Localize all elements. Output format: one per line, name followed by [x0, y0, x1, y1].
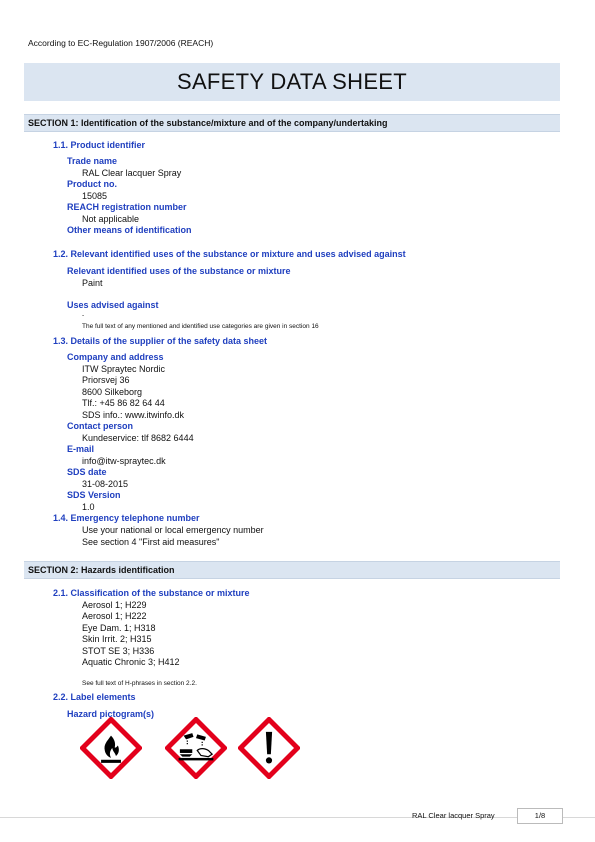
company-label: Company and address [67, 352, 164, 362]
product-no-label: Product no. [67, 179, 117, 189]
advised-against-value: - [82, 312, 85, 319]
subsection-1-1-heading: 1.1. Product identifier [53, 140, 146, 150]
sds-date-value: 31-08-2015 [82, 479, 129, 489]
uses-value: Paint [82, 278, 103, 288]
trade-name-label: Trade name [67, 156, 118, 166]
flame-icon [80, 717, 142, 779]
email-value: info@itw-spraytec.dk [82, 456, 166, 466]
email-label: E-mail [67, 444, 95, 454]
company-line: Tlf.: +45 86 82 64 44 [82, 398, 165, 408]
exclamation-mark-icon [238, 717, 300, 779]
section-1-bar [24, 114, 560, 132]
contact-value: Kundeservice: tlf 8682 6444 [82, 433, 194, 443]
emergency-line: Use your national or local emergency number [82, 525, 264, 535]
company-line: 8600 Silkeborg [82, 387, 143, 397]
title-bar [24, 63, 560, 101]
regulation-note: According to EC-Regulation 1907/2006 (REACH) [28, 38, 214, 48]
subsection-1-4-heading: 1.4. Emergency telephone number [53, 513, 200, 523]
use-categories-note: The full text of any mentioned and identified use categories are given in section 16 [82, 323, 319, 330]
section-2-bar [24, 561, 560, 579]
sds-version-value: 1.0 [82, 502, 95, 512]
sds-date-label: SDS date [67, 467, 107, 477]
footer-product-name: RAL Clear lacquer Spray [412, 811, 495, 820]
section-2-heading: SECTION 2: Hazards identification [28, 565, 175, 575]
emergency-see-section: See section 4 "First aid measures" [82, 537, 220, 547]
company-line: SDS info.: www.itwinfo.dk [82, 410, 185, 420]
contact-label: Contact person [67, 421, 134, 431]
subsection-1-2-heading: 1.2. Relevant identified uses of the substance or mixture and uses advised against [53, 249, 406, 259]
classification-item: Skin Irrit. 2; H315 [82, 634, 152, 644]
classification-item: Aquatic Chronic 3; H412 [82, 657, 180, 667]
trade-name-value: RAL Clear lacquer Spray [82, 168, 182, 178]
footer-page-number: 1/8 [517, 808, 563, 824]
company-line: Priorsvej 36 [82, 375, 130, 385]
sds-version-label: SDS Version [67, 490, 121, 500]
classification-item: Aerosol 1; H229 [82, 600, 147, 610]
classification-item: Eye Dam. 1; H318 [82, 623, 156, 633]
advised-against-label: Uses advised against [67, 300, 159, 310]
subsection-1-3-heading: 1.3. Details of the supplier of the safety data sheet [53, 336, 268, 346]
subsection-2-1-heading: 2.1. Classification of the substance or mixture [53, 588, 250, 598]
footer-divider [0, 817, 595, 818]
classification-item: STOT SE 3; H336 [82, 646, 155, 656]
h-phrases-note: See full text of H-phrases in section 2.2. [82, 680, 197, 687]
classification-item: Aerosol 1; H222 [82, 611, 147, 621]
reach-value: Not applicable [82, 214, 140, 224]
hazard-pictogram-label: Hazard pictogram(s) [67, 709, 155, 719]
product-no-value: 15085 [82, 191, 108, 201]
company-line: ITW Spraytec Nordic [82, 364, 166, 374]
corrosion-icon [165, 717, 227, 779]
subsection-2-2-heading: 2.2. Label elements [53, 692, 136, 702]
uses-label: Relevant identified uses of the substance or mixture [67, 266, 291, 276]
other-means-label: Other means of identification [67, 225, 192, 235]
section-1-heading: SECTION 1: Identification of the substance/mixture and of the company/undertaking [28, 118, 388, 128]
document-title: SAFETY DATA SHEET [176, 69, 408, 94]
reach-label: REACH registration number [67, 202, 187, 212]
